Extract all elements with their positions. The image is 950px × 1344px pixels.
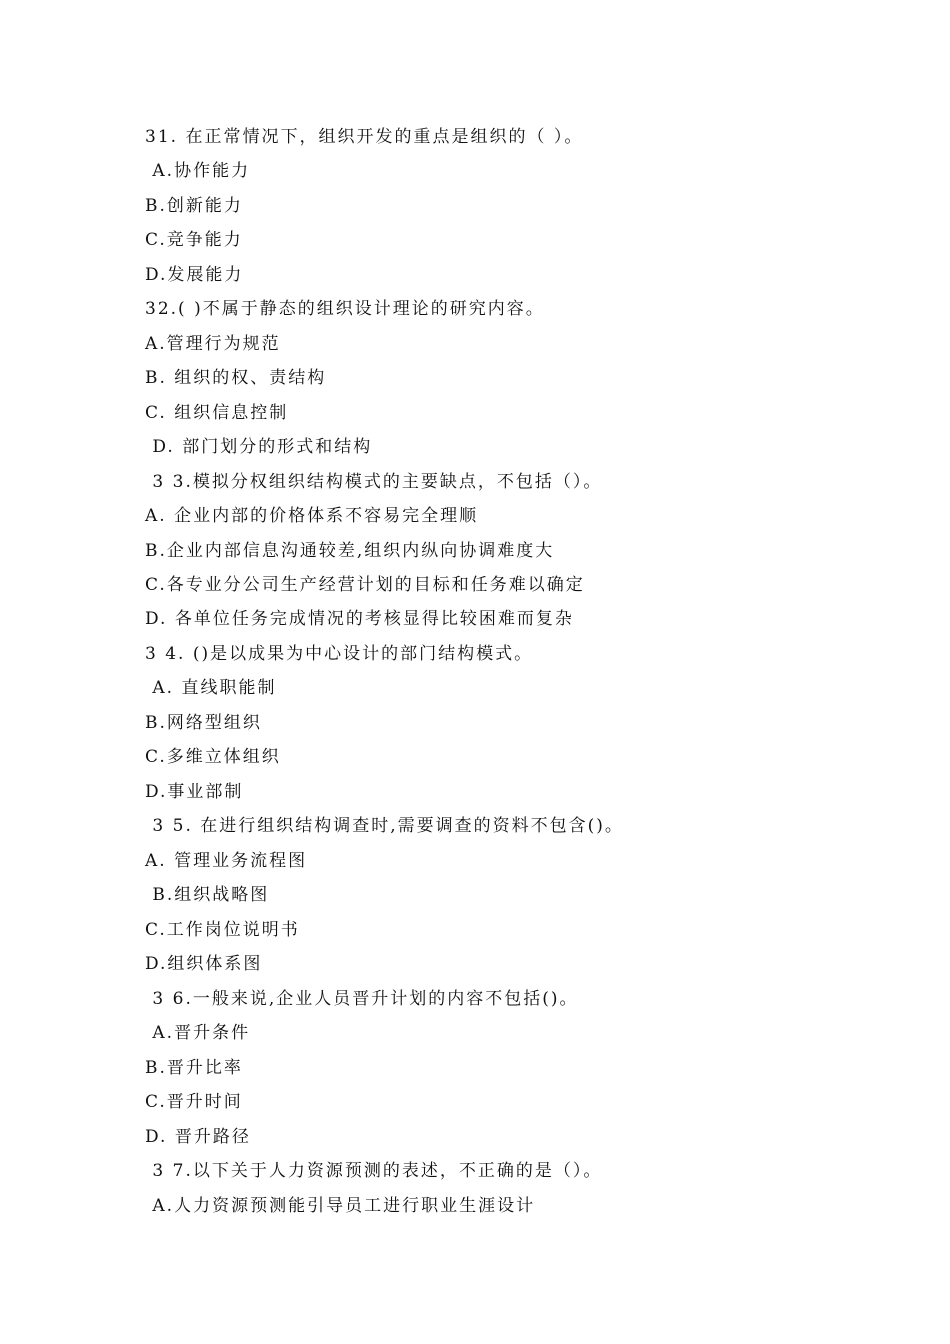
option-36-c: C.晋升时间 bbox=[145, 1092, 243, 1112]
question-33: 3 3.模拟分权组织结构模式的主要缺点，不包括（）。 bbox=[145, 472, 603, 492]
option-34-c: C.多维立体组织 bbox=[145, 747, 281, 767]
question-37: 3 7.以下关于人力资源预测的表述，不正确的是（）。 bbox=[145, 1161, 603, 1181]
question-35: 3 5. 在进行组织结构调查时,需要调查的资料不包含()。 bbox=[145, 816, 624, 836]
option-36-d: D. 晋升路径 bbox=[145, 1127, 251, 1147]
option-36-b: B.晋升比率 bbox=[145, 1058, 243, 1078]
option-32-d: D. 部门划分的形式和结构 bbox=[145, 437, 373, 457]
option-33-d: D. 各单位任务完成情况的考核显得比较困难而复杂 bbox=[145, 609, 574, 629]
option-35-d: D.组织体系图 bbox=[145, 954, 263, 974]
question-36: 3 6.一般来说,企业人员晋升计划的内容不包括()。 bbox=[145, 989, 579, 1009]
option-34-d: D.事业部制 bbox=[145, 782, 244, 802]
option-33-b: B.企业内部信息沟通较差,组织内纵向协调难度大 bbox=[145, 541, 555, 561]
option-37-a: A.人力资源预测能引导员工进行职业生涯设计 bbox=[145, 1196, 536, 1216]
option-34-b: B.网络型组织 bbox=[145, 713, 262, 733]
option-31-c: C.竞争能力 bbox=[145, 230, 243, 250]
option-31-d: D.发展能力 bbox=[145, 265, 244, 285]
option-35-a: A. 管理业务流程图 bbox=[145, 851, 308, 871]
option-32-a: A.管理行为规范 bbox=[145, 334, 281, 354]
option-33-a: A. 企业内部的价格体系不容易完全理顺 bbox=[145, 506, 479, 526]
option-31-a: A.协作能力 bbox=[145, 161, 251, 181]
option-35-c: C.工作岗位说明书 bbox=[145, 920, 300, 940]
option-31-b: B.创新能力 bbox=[145, 196, 243, 216]
option-32-b: B. 组织的权、责结构 bbox=[145, 368, 327, 388]
question-34: 3 4. ()是以成果为中心设计的部门结构模式。 bbox=[145, 644, 534, 664]
question-32: 32.( )不属于静态的组织设计理论的研究内容。 bbox=[145, 299, 545, 319]
option-35-b: B.组织战略图 bbox=[145, 885, 270, 905]
option-34-a: A. 直线职能制 bbox=[145, 678, 277, 698]
question-31: 31. 在正常情况下，组织开发的重点是组织的（ ）。 bbox=[145, 127, 584, 147]
option-33-c: C.各专业分公司生产经营计划的目标和任务难以确定 bbox=[145, 575, 585, 595]
option-32-c: C. 组织信息控制 bbox=[145, 403, 289, 423]
option-36-a: A.晋升条件 bbox=[145, 1023, 251, 1043]
